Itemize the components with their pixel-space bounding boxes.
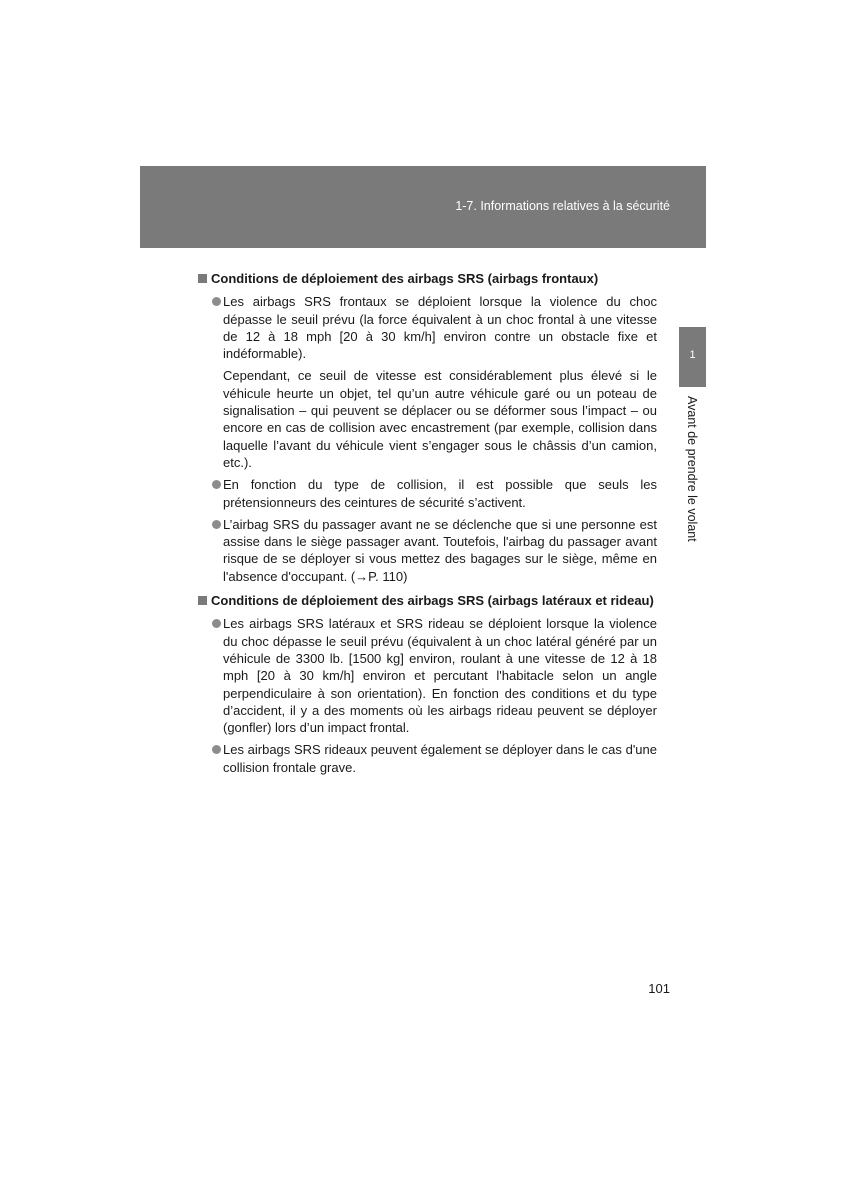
paragraph: Cependant, ce seuil de vitesse est considérablement plus élevé si le véhicule heurte un objet, tel qu’un autre véhicule garé ou un poteau de signalisation – qui peuvent se déplacer ou se déformer sous l’impact – ou encore en cas de collision avec encastrement (par exemple, collision dans laquelle l’avant du véhicule vient s’engager sous le châssis d’un camion, etc.). (223, 368, 657, 470)
circle-bullet-icon (212, 619, 221, 628)
page-number: 101 (648, 981, 670, 996)
list-item-text: Les airbags SRS latéraux et SRS rideau se déploient lorsque la violence du choc dépasse le seuil prévu (équivalent à un choc latéral généré par un véhicule de 3300 lb. [1500 kg] environ, roulant à une vitesse de 12 à 18 mph [20 à 30 km/h] environ et percutant l'habitacle selon un angle perpendiculaire à son orientation). En fonction des conditions et du type d’accident, il y a des moments où les airbags rideau peuvent se déployer (gonfler) lors d’un impact frontal. (223, 616, 657, 736)
list-item (223, 293, 657, 362)
list-item-text: En fonction du type de collision, il est possible que seuls les prétensionneurs des ceintures de sécurité s’activent. (223, 477, 657, 510)
list-item (223, 516, 657, 585)
square-bullet-icon (198, 596, 207, 605)
list-item-text: L’airbag SRS du passager avant ne se déclenche que si une personne est assise dans le siège passager avant. Toutefois, l'airbag du passager avant risque de se déployer si vous mettez des bagages sur le siège, même en l'absence d'occupant. (→P. 110) (223, 516, 657, 584)
chapter-title-vertical: Avant de prendre le volant (685, 396, 699, 542)
page-body (198, 270, 666, 781)
section-title-side-curtain (198, 592, 666, 609)
list-item-text: Les airbags SRS frontaux se déploient lorsque la violence du choc dépasse le seuil prévu (la force équivalent à un choc frontal à une vitesse de 12 à 18 mph [20 à 30 km/h] environ contre un obstacle fixe et indéformable). (223, 294, 657, 362)
section-title-text: Conditions de déploiement des airbags SRS (airbags frontaux) (211, 271, 599, 286)
list-item (223, 741, 657, 776)
chapter-header (140, 166, 706, 248)
circle-bullet-icon (212, 480, 221, 489)
circle-bullet-icon (212, 297, 221, 306)
section-title-text: Conditions de déploiement des airbags SRS (airbags latéraux et rideau) (211, 593, 654, 609)
chapter-tab (679, 327, 706, 387)
section-heading: 1-7. Informations relatives à la sécurité (455, 199, 670, 213)
circle-bullet-icon (212, 745, 221, 754)
list-item-text: Les airbags SRS rideaux peuvent également se déployer dans le cas d'une collision frontale grave. (223, 742, 657, 775)
circle-bullet-icon (212, 520, 221, 529)
section-title-frontal (198, 270, 666, 287)
list-item (223, 615, 657, 736)
chapter-number: 1 (689, 349, 696, 361)
list-item (223, 476, 657, 511)
square-bullet-icon (198, 274, 207, 283)
